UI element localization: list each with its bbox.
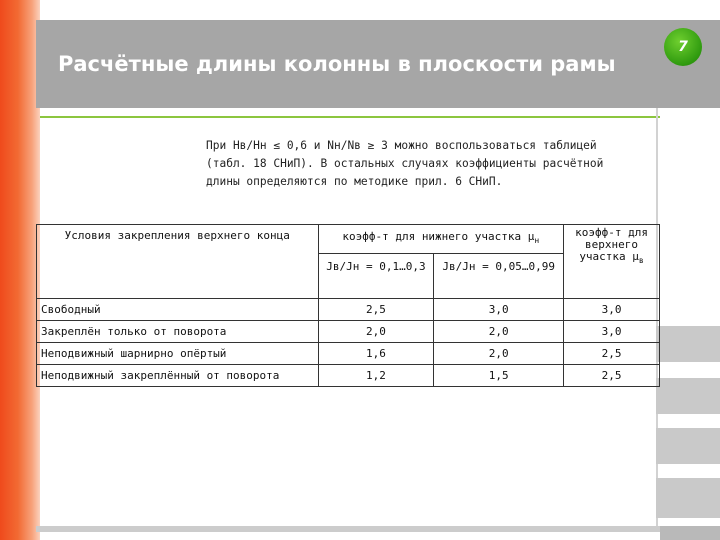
table-row <box>37 299 660 321</box>
row-value: 2,0 <box>318 321 434 343</box>
row-condition: Закреплён только от поворота <box>37 321 319 343</box>
row-value: 1,5 <box>434 365 564 387</box>
right-decor-block <box>656 478 720 518</box>
row-value: 3,0 <box>434 299 564 321</box>
row-value: 3,0 <box>564 321 660 343</box>
row-condition: Неподвижный шарнирно опёртый <box>37 343 319 365</box>
right-decor-block <box>656 378 720 414</box>
slide-number-badge <box>664 28 702 66</box>
row-value: 2,0 <box>434 343 564 365</box>
table-row <box>37 343 660 365</box>
header-sub-col1: Jв/Jн = 0,1…0,3 <box>318 254 434 299</box>
row-value: 3,0 <box>564 299 660 321</box>
row-value: 2,5 <box>318 299 434 321</box>
row-value: 2,0 <box>434 321 564 343</box>
slide-number: 7 <box>678 39 688 55</box>
row-value: 2,5 <box>564 343 660 365</box>
effective-length-table <box>36 224 660 387</box>
header-condition: Условия закрепления верхнего конца <box>37 225 319 299</box>
right-decor-block <box>656 326 720 362</box>
header-divider-line <box>40 116 660 118</box>
table-row <box>37 365 660 387</box>
bottom-frame-line <box>36 526 666 532</box>
row-condition: Свободный <box>37 299 319 321</box>
header-upper-coef: коэфф-т для верхнего участка $\mu_в$ <box>564 225 660 299</box>
header-sub-col2: Jв/Jн = 0,05…0,99 <box>434 254 564 299</box>
row-condition: Неподвижный закреплённый от поворота <box>37 365 319 387</box>
right-decor-block <box>656 428 720 464</box>
left-gradient-band <box>0 0 40 540</box>
row-value: 1,6 <box>318 343 434 365</box>
slide-title: Расчётные длины колонны в плоскости рамы <box>58 52 616 76</box>
intro-paragraph: При Нв/Нн ≤ 0,6 и Nн/Nв ≥ 3 можно воспользоваться таблицей (табл. 18 СНиП). В остальных случаях коэффициенты расчётной длины определяются по методике прил. 6 СНиП. <box>206 139 604 188</box>
row-value: 2,5 <box>564 365 660 387</box>
row-value: 1,2 <box>318 365 434 387</box>
bottom-corner-shade <box>660 526 720 540</box>
table-row <box>37 321 660 343</box>
header-lower-coef: коэфф-т для нижнего участка $\mu_н$ <box>318 225 564 254</box>
